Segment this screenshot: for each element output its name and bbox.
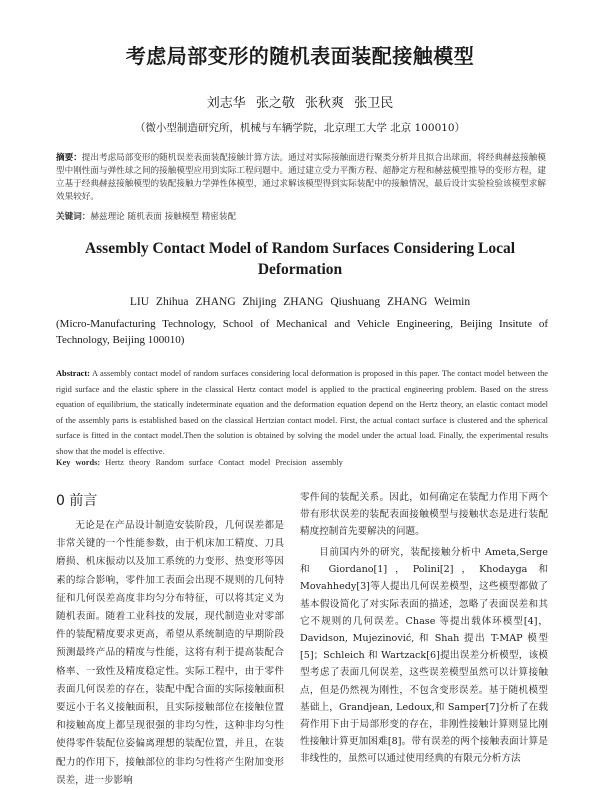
abstract-cn-text: 提出考虑局部变形的随机误差表面装配接触计算方法。通过对实际接触面进行聚类分析并且拟合出球面，将经典赫兹接触模型中刚性面与弹性球之间的接触模型应用到实际工程问题中。通过建立受力平衡方程、超静定方程和赫兹模型推导的变形方程，建立基于经典赫兹接触模型的装配接触力学弹性体模型，通过求解该模型得到实际装配中的接触情况，最后设计实验检验该模型求解效果较好。: [56, 153, 546, 202]
abstract-en-label: Abstract:: [56, 369, 90, 378]
affiliation-cn: （微小型制造研究所，机械与车辆学院，北京理工大学 北京 100010）: [134, 122, 466, 134]
intro-left-column: 无论是在产品设计制造安装阶段，几何误差都是非常关键的一个性能参数，由于机床加工精度、刀具磨损、机床振动以及加工系统的力变形、热变形等因素的综合影响，零件加工表面会出现不规则的几何特征和几何误差高度非均匀分布特征，可以将其定义为随机表面。随着工业科技的发展，现代制造业对零部件的装配精度要求更高，希望从系统制造的早期阶段预测最终产品的精度与性能，这将有利于提高装配合格率、一致性及精度稳定性。实际工程中，由于零件表面几何误差的存在，装配中配合面的实际接触面积要远小于名义接触面积，且实际接触部位在接触位置和接触高度上都呈现很强的非均匀性，这种非均匀性使得零件装配位姿偏离理想的装配位置，并且，在装配力的作用下，接触部位的非均匀性将产生附加变形误差，进一步影响: [56, 520, 284, 786]
authors-cn: 刘志华 张之敬 张秋爽 张卫民: [206, 96, 394, 111]
abstract-en: [56, 366, 548, 459]
keywords-en-text: Hertz theory Random surface Contact model Precision assembly: [105, 458, 343, 467]
keywords-cn-text: 赫兹理论 随机表面 接触模型 精密装配: [90, 212, 237, 222]
paper-title-en: Assembly Contact Model of Random Surfaces Considering Local Deformation: [84, 240, 516, 278]
keywords-en: [56, 458, 548, 467]
section-heading-intro: 0 前言: [56, 493, 98, 509]
keywords-cn: [56, 210, 546, 222]
abstract-cn-label: 摘要：: [56, 153, 82, 163]
affiliation-en: (Micro-Manufacturing Technology, School of Mechanical and Vehicle Engineering, Beijing Insitute of Technology, Beijing 100010): [56, 318, 548, 346]
abstract-en-text: A assembly contact model of random surfaces considering local deformation is proposed in this paper. The contact model between the rigid surface and the elastic sphere in the classical Hertz contact model is applied to the practical engineering problem. Based on the stress equation of equilibrium, the statically indeterminate equation and the deformation equation depend on the Hertz theory, an elastic contact model of the assembly parts is established based on the classical Hertzian contact model. First, the actual contact surface is clustered and the spherical surface is fitted in the contact model.Then the solution is obtained by solving the model under the actual load. Finally, the experimental results show that the model is effective.: [56, 369, 548, 456]
intro-right-paragraph: 目前国内外的研究，装配接触分析中 Ameta,Serge 和 Giordano[1]，Polini[2]，Khodayga 和 Movahhedy[3]等人提出几何误差模型，这些模型都做了基本假设简化了对实际表面的描述，忽略了表面误差和其它不规则的几何误差。Chase 等提出载体环模型[4]，Davidson, Mujezinović, 和 Shah 提出 T-MAP 模型[5]；Schleich 和 Wartzack[6]提出误差分析模型，该模型考虑了表面几何误差，这些误差模型虽然可以计算接触点，但是仍然视为刚性，不包含变形误差。基于随机模型基础上，Grandjean, Ledoux,和 Samper[7]分析了在载荷作用下由于局部形变的存在，非刚性接触计算则显比刚性接触计算更加困难[8]。带有误差的两个接触表面计算是非线性的，虽然可以通过使用经典的有限元分析方法: [300, 547, 548, 765]
abstract-cn: [56, 152, 546, 204]
keywords-cn-label: 关键词：: [56, 212, 91, 222]
intro-right-continuation: 零件间的装配关系。因此，如何确定在装配力作用下两个带有形状误差的装配表面接触模型与接触状态是进行装配精度控制首先要解决的问题。: [300, 492, 548, 538]
authors-en: LIU Zhihua ZHANG Zhijing ZHANG Qiushuang ZHANG Weimin: [129, 296, 471, 308]
paper-title-cn: 考虑局部变形的随机表面装配接触模型: [125, 44, 475, 68]
keywords-en-label: Key words:: [56, 458, 101, 467]
